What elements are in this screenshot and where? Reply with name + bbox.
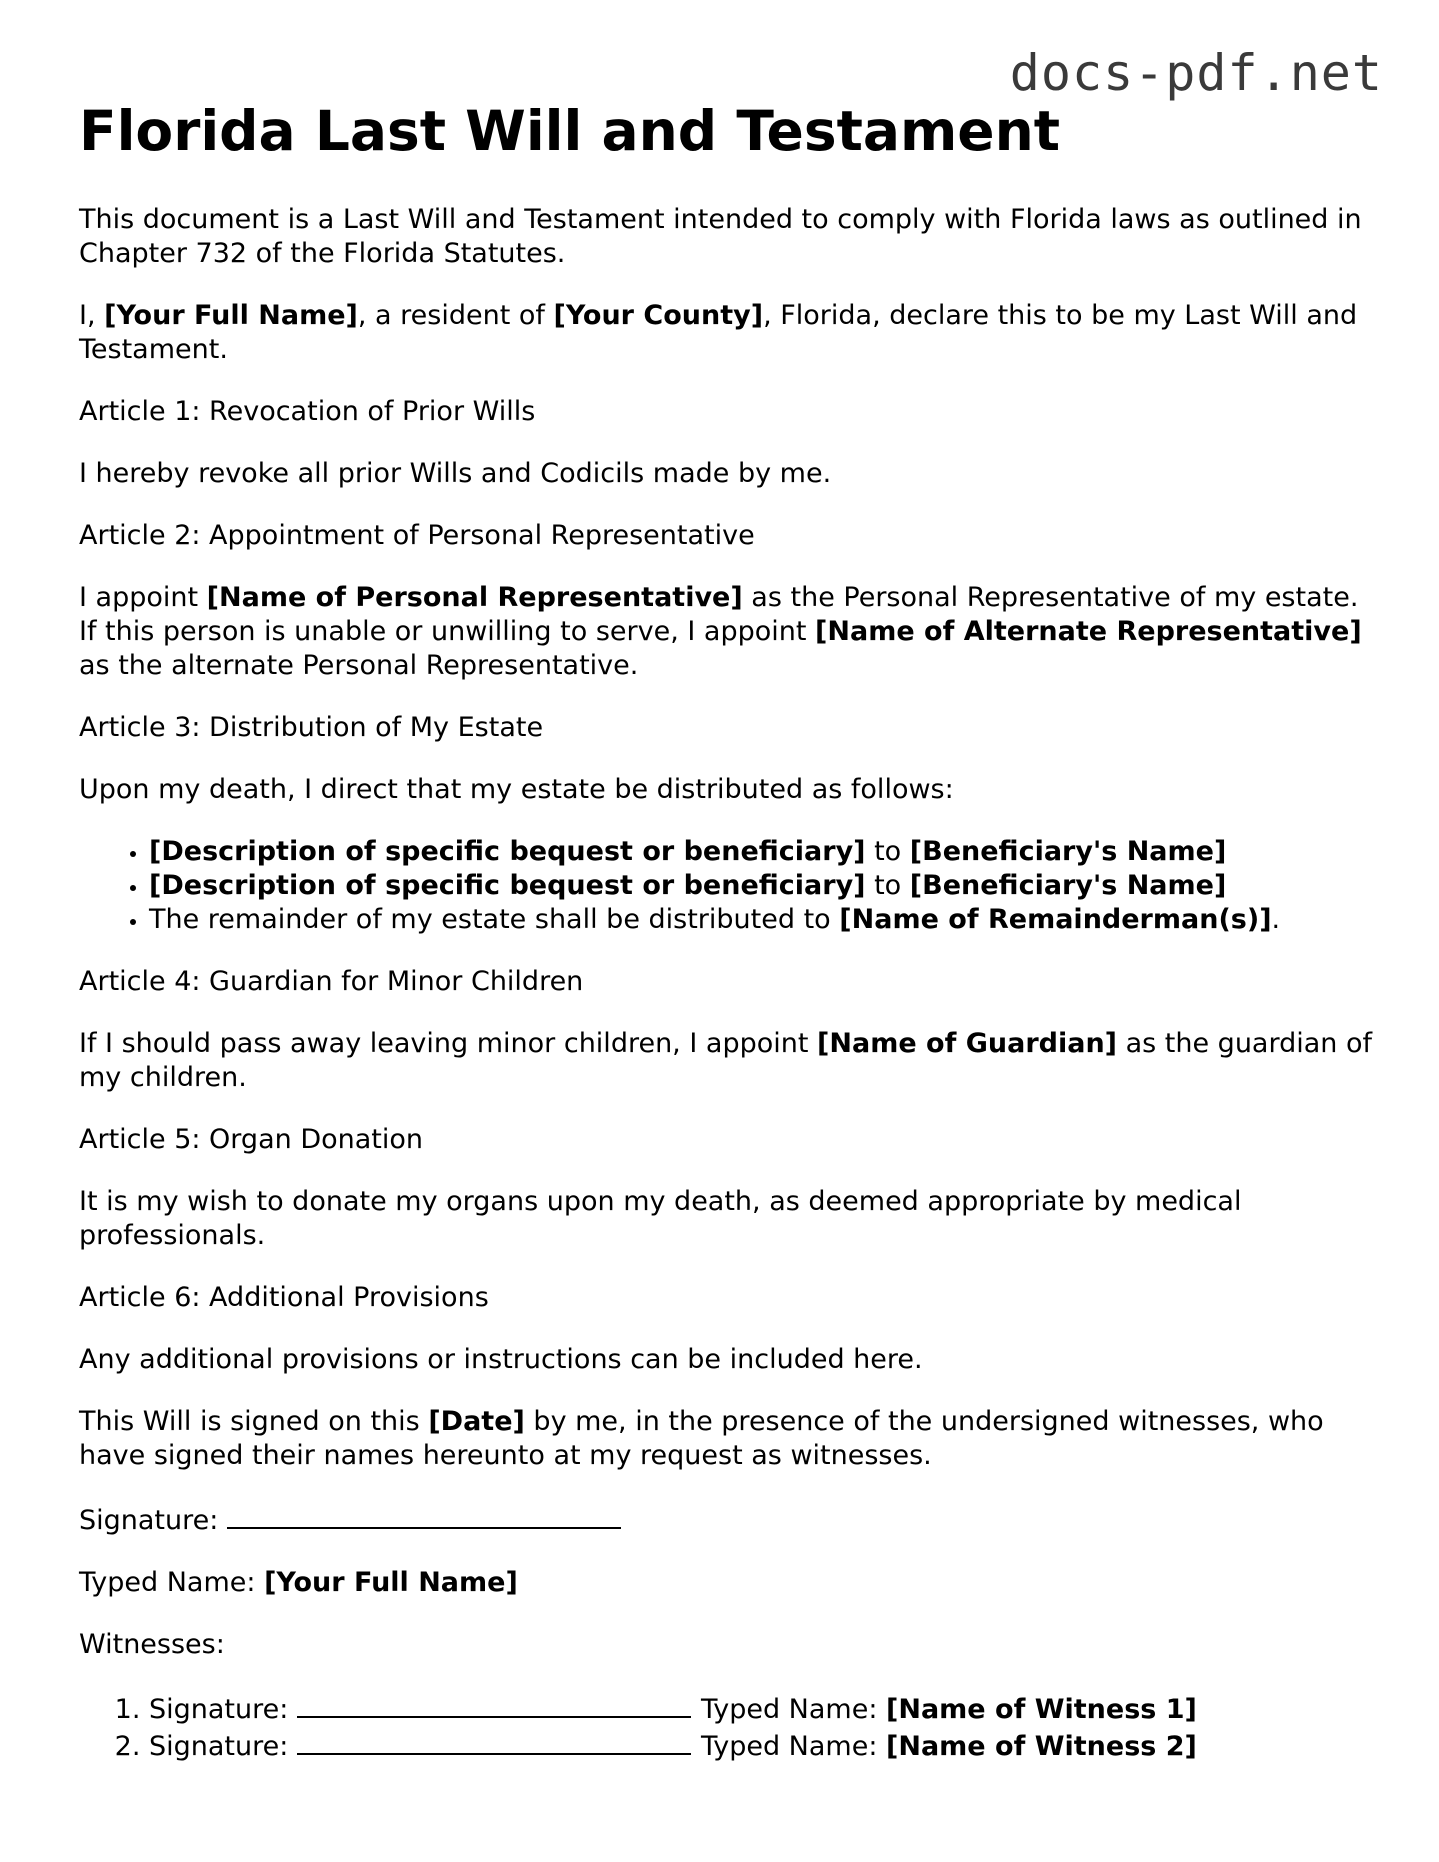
alternate-representative-placeholder: [Name of Alternate Representative] [815, 616, 1362, 648]
county-placeholder: [Your County] [553, 300, 764, 332]
witness-name-placeholder: [Name of Witness 1] [886, 1694, 1197, 1726]
witness-signature-line[interactable] [297, 1690, 691, 1718]
remainderman-placeholder: [Name of Remainderman(s)] [839, 904, 1272, 936]
bequest-placeholder: [Description of specific bequest or beneficiary] [149, 836, 866, 868]
list-item: 2. Signature: Typed Name: [Name of Witness 2] [149, 1727, 1379, 1764]
typed-name-placeholder: [Your Full Name] [264, 1567, 518, 1599]
signing-paragraph: This Will is signed on this [Date] by me, in the presence of the undersigned witnesses, who have signed their names hereunto at my request as witnesses. [79, 1406, 1324, 1472]
date-placeholder: [Date] [428, 1406, 525, 1438]
article-5-heading: Article 5: Organ Donation [79, 1124, 423, 1156]
document-body [79, 100, 1379, 1792]
bequest-placeholder: [Description of specific bequest or beneficiary] [149, 870, 866, 902]
article-1-heading: Article 1: Revocation of Prior Wills [79, 396, 536, 428]
typed-name-row: Typed Name: [Your Full Name] [79, 1567, 518, 1599]
signature-row [79, 1501, 1379, 1538]
article-3-text: Upon my death, I direct that my estate be distributed as follows: [79, 774, 954, 806]
article-5-text: It is my wish to donate my organs upon my death, as deemed appropriate by medical professionals. [79, 1186, 1242, 1252]
document-title: Florida Last Will and Testament [79, 99, 1061, 163]
beneficiary-placeholder: [Beneficiary's Name] [909, 836, 1227, 868]
witness-name-placeholder: [Name of Witness 2] [886, 1731, 1197, 1763]
article-1-text: I hereby revoke all prior Wills and Codicils made by me. [79, 458, 832, 490]
watermark: docs-pdf.net [1009, 44, 1383, 102]
beneficiary-placeholder: [Beneficiary's Name] [909, 870, 1227, 902]
bequest-list [79, 835, 1379, 937]
article-6-text: Any additional provisions or instructions can be included here. [79, 1344, 923, 1376]
article-2-text: I appoint [Name of Personal Representative] as the Personal Representative of my estate. If this person is unable or unwilling to serve, I appoint [Name of Alternate Representative] as the alternate Personal Representative. [79, 582, 1362, 682]
full-name-placeholder: [Your Full Name] [104, 300, 358, 332]
article-4-text: If I should pass away leaving minor children, I appoint [Name of Guardian] as the guardian of my children. [79, 1028, 1373, 1094]
representative-placeholder: [Name of Personal Representative] [206, 582, 743, 614]
signature-label: Signature: [79, 1505, 227, 1537]
intro-paragraph: This document is a Last Will and Testament intended to comply with Florida laws as outlined in Chapter 732 of the Florida Statutes. [79, 204, 1362, 270]
signature-line[interactable] [227, 1501, 621, 1529]
article-4-heading: Article 4: Guardian for Minor Children [79, 966, 584, 998]
article-2-heading: Article 2: Appointment of Personal Representative [79, 520, 755, 552]
article-6-heading: Article 6: Additional Provisions [79, 1282, 489, 1314]
list-item: • The remainder of my estate shall be distributed to [Name of Remainderman(s)]. [149, 903, 1379, 937]
witness-list [79, 1690, 1379, 1764]
list-item: 1. Signature: Typed Name: [Name of Witness 1] [149, 1690, 1379, 1727]
declaration-paragraph: I, [Your Full Name], a resident of [Your County], Florida, declare this to be my Last Will and Testament. [79, 300, 1358, 366]
list-item: • [Description of specific bequest or beneficiary] to [Beneficiary's Name] [149, 835, 1379, 869]
witness-signature-line[interactable] [297, 1727, 691, 1755]
witnesses-label: Witnesses: [79, 1629, 225, 1661]
article-3-heading: Article 3: Distribution of My Estate [79, 712, 544, 744]
list-item: • [Description of specific bequest or beneficiary] to [Beneficiary's Name] [149, 869, 1379, 903]
guardian-placeholder: [Name of Guardian] [817, 1028, 1118, 1060]
